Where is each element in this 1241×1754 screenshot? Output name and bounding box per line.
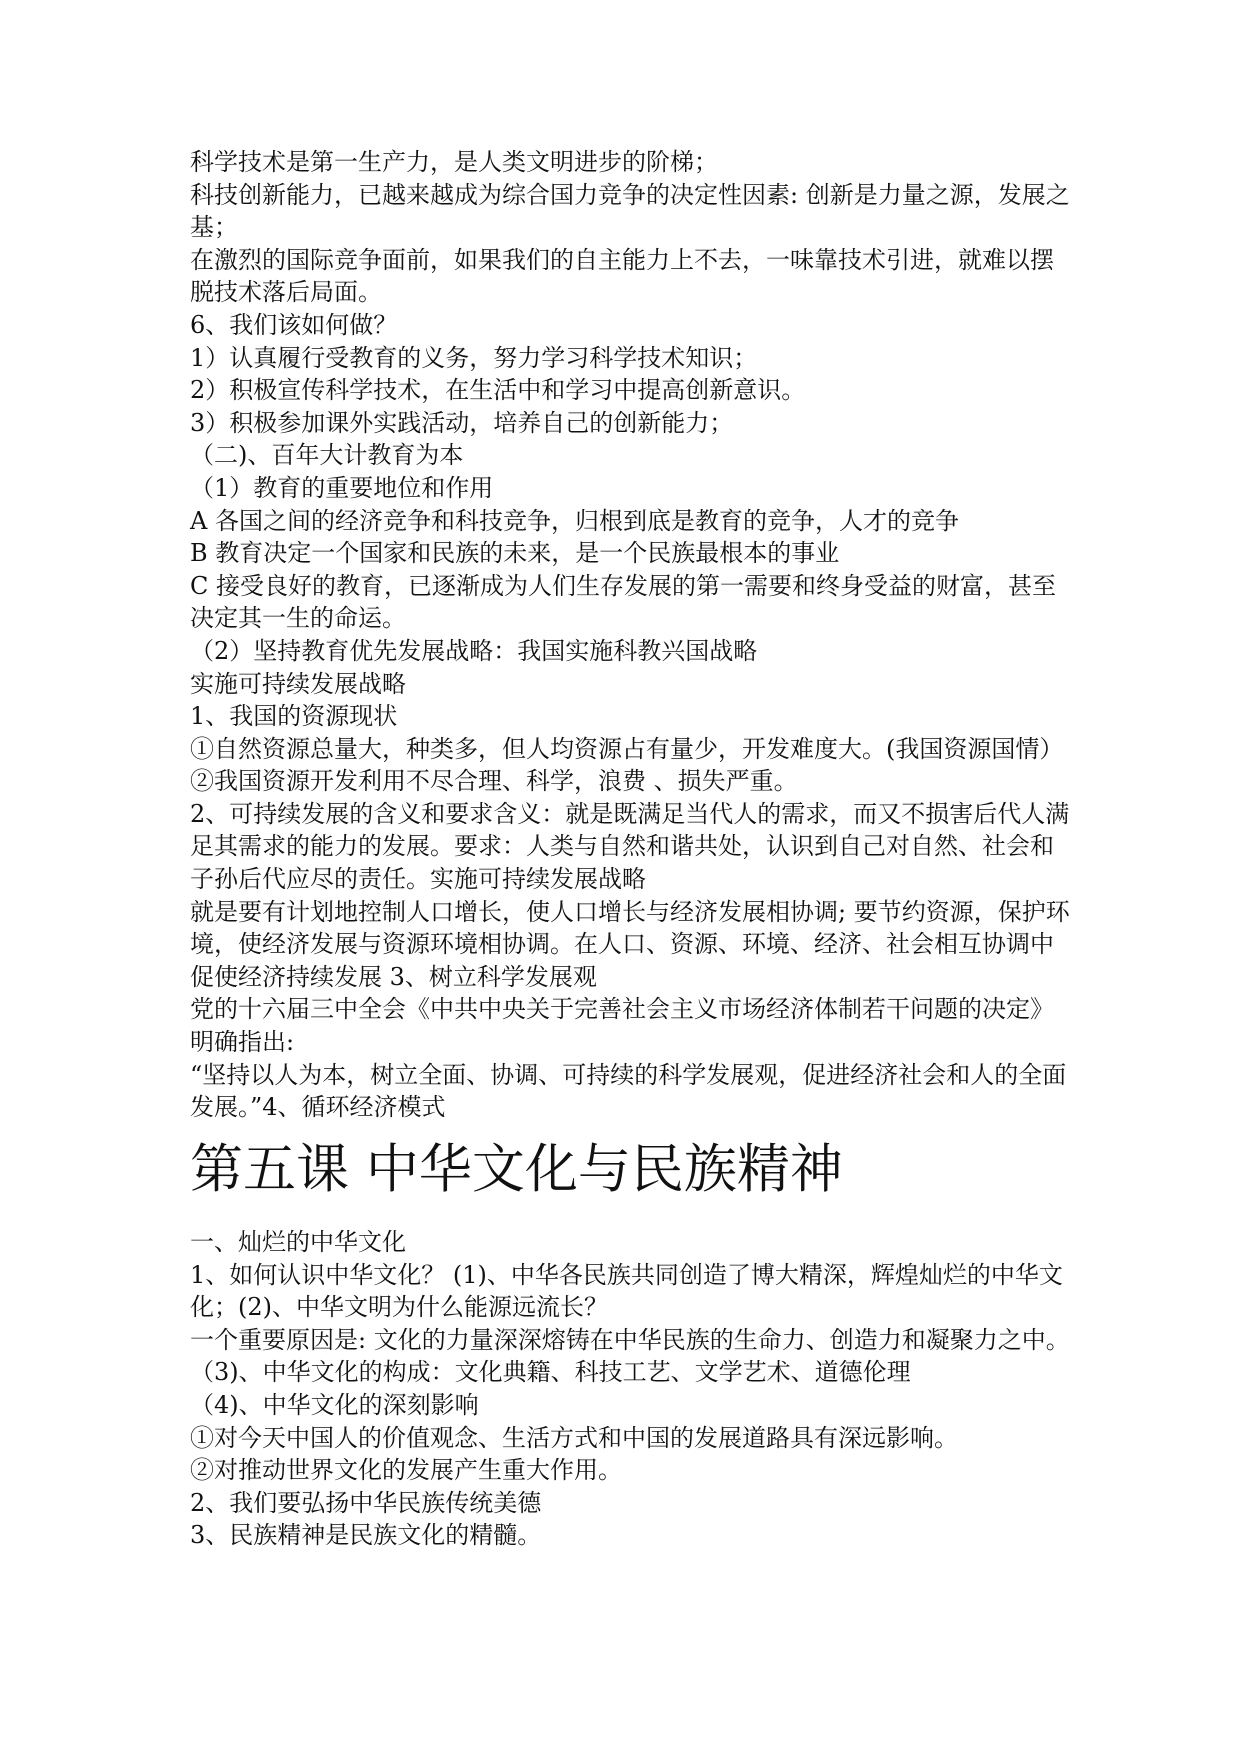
paragraph: （4)、中华文化的深刻影响 bbox=[190, 1390, 479, 1419]
paragraph: 2、可持续发展的含义和要求含义：就是既满足当代人的需求，而又不损害后代人满足其需求的能力的发展。要求：人类与自然和谐共处，认识到自己对自然、社会和子孙后代应尽的责任。实施可持续发展战略 bbox=[190, 799, 1070, 894]
paragraph: 科学技术是第一生产力，是人类文明进步的阶梯； bbox=[190, 148, 718, 176]
lesson-title: 第五课 中华文化与民族精神 bbox=[190, 1139, 843, 1200]
paragraph: （二)、百年大计教育为本 bbox=[190, 441, 464, 470]
paragraph: B 教育决定一个国家和民族的未来，是一个民族最根本的事业 bbox=[190, 539, 840, 568]
paragraph: 一个重要原因是: 文化的力量深深熔铸在中华民族的生命力、创造力和凝聚力之中。 bbox=[190, 1325, 1070, 1354]
paragraph: ①自然资源总量大，种类多，但人均资源占有量少，开发难度大。(我国资源国情）②我国资源开发利用不尽合理、科学，浪费 、损失严重。 bbox=[190, 734, 1064, 796]
paragraph: 1）认真履行受教育的义务，努力学习科学技术知识； bbox=[190, 343, 758, 372]
paragraph: 实施可持续发展战略 bbox=[190, 669, 406, 698]
paragraph: 1、如何认识中华文化？ (1)、中华各民族共同创造了博大精深，辉煌灿烂的中华文化；(2)、中华文明为什么能源远流长？ bbox=[190, 1260, 1063, 1322]
paragraph: 3、民族精神是民族文化的精髓。 bbox=[190, 1521, 542, 1550]
paragraph: （1）教育的重要地位和作用 bbox=[190, 473, 494, 502]
paragraph: 6、我们该如何做？ bbox=[190, 310, 398, 339]
body-text-section-2 bbox=[190, 1226, 1070, 1552]
paragraph: “坚持以人为本，树立全面、协调、可持续的科学发展观，促进经济社会和人的全面发展。”4、循环经济模式 bbox=[190, 1060, 1067, 1122]
paragraph: 一、灿烂的中华文化 bbox=[190, 1228, 406, 1256]
paragraph: （2）坚持教育优先发展战略：我国实施科教兴国战略 bbox=[190, 636, 758, 665]
paragraph: 在激烈的国际竞争面前，如果我们的自主能力上不去，一味靠技术引进，就难以摆脱技术落后局面。 bbox=[190, 245, 1054, 307]
paragraph: ①对今天中国人的价值观念、生活方式和中国的发展道路具有深远影响。 bbox=[190, 1423, 958, 1452]
paragraph: A 各国之间的经济竞争和科技竞争，归根到底是教育的竞争，人才的竞争 bbox=[190, 506, 959, 535]
paragraph: 2）积极宣传科学技术，在生活中和学习中提高创新意识。 bbox=[190, 376, 806, 405]
paragraph: ②对推动世界文化的发展产生重大作用。 bbox=[190, 1456, 622, 1485]
paragraph: （3)、中华文化的构成：文化典籍、科技工艺、文学艺术、道德伦理 bbox=[190, 1358, 911, 1387]
paragraph: 1、我国的资源现状 bbox=[190, 702, 398, 731]
paragraph: 就是要有计划地控制人口增长，使人口增长与经济发展相协调; 要节约资源，保护环境，使经济发展与资源环境相协调。在人口、资源、环境、经济、社会相互协调中促使经济持续发展 3、树立科学发展观 bbox=[190, 897, 1070, 991]
paragraph: 科技创新能力，已越来越成为综合国力竞争的决定性因素: 创新是力量之源，发展之基； bbox=[190, 180, 1070, 242]
paragraph: 3）积极参加课外实践活动，培养自己的创新能力； bbox=[190, 408, 734, 437]
body-text-section-1 bbox=[190, 146, 1070, 1124]
paragraph: 2、我们要弘扬中华民族传统美德 bbox=[190, 1488, 542, 1517]
paragraph: C 接受良好的教育，已逐渐成为人们生存发展的第一需要和终身受益的财富，甚至决定其一生的命运。 bbox=[190, 571, 1056, 633]
paragraph: 党的十六届三中全会《中共中央关于完善社会主义市场经济体制若干问题的决定》明确指出: bbox=[190, 995, 1054, 1057]
